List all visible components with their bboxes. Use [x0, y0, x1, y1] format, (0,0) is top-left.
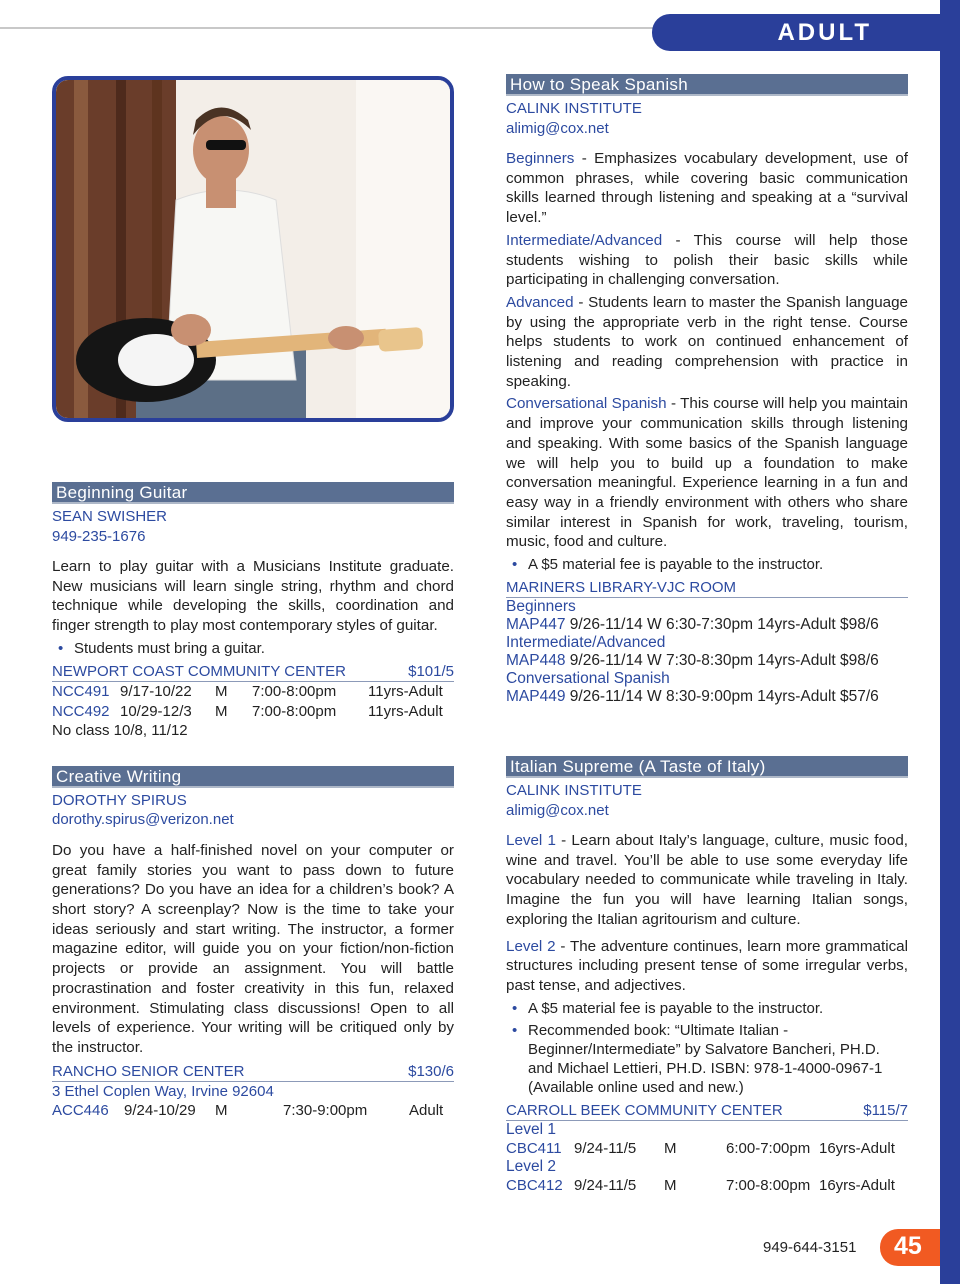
guitar-location: NEWPORT COAST COMMUNITY CENTER [52, 662, 346, 680]
session-code: MAP448 [506, 652, 566, 670]
italian-session-row [506, 1139, 908, 1159]
italian-section [506, 756, 908, 1196]
spanish-location: MARINERS LIBRARY-VJC ROOM [506, 579, 737, 597]
level-name: Conversational Spanish [506, 395, 667, 413]
spanish-section [506, 74, 908, 706]
session-ages: Adult [409, 1102, 444, 1120]
spanish-level-advanced [506, 293, 908, 392]
session-day: M [215, 702, 228, 720]
writing-session-row [52, 1101, 454, 1121]
session-detail: 9/26-11/14 W 6:30-7:30pm 14yrs-Adult $98/6 [569, 616, 879, 634]
page-number-badge [880, 1229, 940, 1266]
guitar-photo [52, 76, 454, 422]
session-time: 7:00-8:00pm [252, 682, 337, 700]
session-dates: 9/24-11/5 [574, 1177, 637, 1195]
level-name: Advanced [506, 293, 574, 311]
spanish-session-level: Beginners [506, 598, 576, 616]
guitar-bullet: • Students must bring a guitar. [52, 639, 454, 658]
session-ages: 16yrs-Adult [819, 1177, 895, 1195]
spanish-session-row [506, 616, 908, 634]
guitar-session-row [52, 702, 454, 722]
spanish-level-conversational [506, 394, 908, 552]
italian-email[interactable]: alimig@cox.net [506, 801, 609, 819]
level-name: Intermediate/Advanced [506, 231, 663, 249]
level-text: - Emphasizes vocabulary development, use of common phrases, while covering basic communication skills learned through listening and speaking at a “survival level.” [506, 150, 908, 227]
session-time: 6:00-7:00pm [726, 1139, 811, 1157]
session-day: M [215, 1102, 228, 1120]
spanish-location-line [506, 578, 908, 598]
italian-session-level: Level 1 [506, 1120, 556, 1138]
session-code: NCC491 [52, 682, 110, 700]
section-banner [652, 14, 952, 51]
spanish-bullet: • A $5 material fee is payable to the instructor. [506, 555, 908, 574]
level-text: - Learn about Italy’s language, culture, music food, wine and travel. You’ll be able to use some everyday life vocabulary needed to communicate while traveling in Italy. Imagine the fun you will have learning Italian songs, exploring the Italian agritourism and culture. [506, 832, 908, 928]
italian-session-level: Level 2 [506, 1158, 556, 1176]
session-code: MAP449 [506, 688, 566, 706]
session-time: 7:00-8:00pm [726, 1177, 811, 1195]
spanish-instructor: CALINK INSTITUTE [506, 100, 642, 117]
top-rule [0, 27, 680, 29]
guitar-price: $101/5 [408, 662, 454, 680]
writing-description: Do you have a half-finished novel on your computer or great family stories you want to pass down to future generations? Do you have an idea for a children’s book? A short story? A screenplay? Now is the time to take your ideas seriously and start writing. The instructor, a former magazine editor, will guide you on your fiction/non-fiction projects or provide an assignment. You will battle procrastination and foster creativity in this fun, relaxed environment. Stimulating class discussions! Open to all levels of experience. Your writing will be critiqued only by the instructor. [52, 841, 454, 1056]
session-code: MAP447 [506, 616, 566, 634]
guitar-location-line [52, 662, 454, 682]
session-dates: 9/24-11/5 [574, 1139, 637, 1157]
spanish-session-row [506, 652, 908, 670]
italian-price: $115/7 [863, 1101, 908, 1119]
session-code: CBC411 [506, 1139, 562, 1157]
spanish-level-intermediate [506, 231, 908, 290]
level-name: Beginners [506, 150, 575, 167]
writing-price: $130/6 [408, 1062, 454, 1080]
spanish-email[interactable]: alimig@cox.net [506, 119, 609, 137]
level-text: - The adventure continues, learn more grammatical structures including present tense of some irregular verbs, past tense, and adjectives. [506, 937, 908, 994]
guitarist-image [56, 80, 450, 418]
session-ages: 11yrs-Adult [368, 702, 443, 720]
writing-instructor: DOROTHY SPIRUS [52, 791, 187, 809]
italian-location: CARROLL BEEK COMMUNITY CENTER [506, 1101, 783, 1119]
session-ages: 16yrs-Adult [819, 1139, 895, 1157]
italian-session-row [506, 1176, 908, 1196]
level-name: Level 1 [506, 832, 556, 849]
italian-instructor: CALINK INSTITUTE [506, 782, 642, 799]
italian-bullet: • A $5 material fee is payable to the instructor. [506, 999, 908, 1018]
session-dates: 9/17-10/22 [120, 682, 192, 700]
session-time: 7:00-8:00pm [252, 702, 337, 720]
footer-phone: 949-644-3151 [763, 1239, 857, 1256]
level-text: - This course will help you maintain and improve your communication skills through listening and speaking. With some basics of the Spanish language we will help you to build up a foundation to make conversation meaningful. Experience learning in a fun and easy way in a friendly environment with others who share similar interest in Spanish for work, traveling, tourism, music, food and culture. [506, 395, 908, 551]
guitar-instructor: SEAN SWISHER [52, 508, 168, 525]
writing-email[interactable]: dorothy.spirus@verizon.net [52, 811, 234, 829]
session-detail: 9/26-11/14 W 7:30-8:30pm 14yrs-Adult $98/6 [569, 652, 879, 670]
session-dates: 9/24-10/29 [124, 1102, 196, 1120]
page-number: 45 [894, 1232, 922, 1260]
spanish-session-row [506, 688, 908, 706]
session-code: ACC446 [52, 1102, 109, 1120]
spanish-title: How to Speak Spanish [506, 74, 908, 96]
italian-bullet: • Recommended book: “Ultimate Italian - Beginner/Intermediate” by Salvatore Bancheri, PH.D. and Michael Lettieri, PH.D. ISBN: 978-1-4000-0967-1 (Available online used and new.) [506, 1021, 908, 1097]
italian-level-1 [506, 831, 908, 930]
italian-location-line [506, 1101, 908, 1121]
spanish-session-level: Intermediate/Advanced [506, 634, 666, 652]
writing-location-line [52, 1062, 454, 1082]
session-dates: 10/29-12/3 [120, 702, 192, 720]
session-day: M [664, 1177, 677, 1195]
writing-title: Creative Writing [52, 766, 454, 788]
session-ages: 11yrs-Adult [368, 682, 443, 700]
session-time: 7:30-9:00pm [283, 1102, 368, 1120]
session-detail: 9/26-11/14 W 8:30-9:00pm 14yrs-Adult $57/6 [569, 688, 879, 706]
section-banner-label: ADULT [777, 19, 872, 46]
level-text: - Students learn to master the Spanish language by using the appropriate verb in the right tense. Course helps students to work on continued enhancement of listening and reading comprehension with practice in speaking. [506, 293, 908, 390]
guitar-session-row [52, 682, 454, 702]
writing-location: RANCHO SENIOR CENTER [52, 1062, 245, 1080]
writing-address: 3 Ethel Coplen Way, Irvine 92604 [52, 1082, 274, 1100]
session-day: M [664, 1139, 677, 1157]
guitar-phone: 949-235-1676 [52, 527, 146, 545]
guitar-note: No class 10/8, 11/12 [52, 722, 188, 740]
italian-title: Italian Supreme (A Taste of Italy) [506, 756, 908, 778]
left-column [52, 482, 454, 1121]
level-text: - This course will help those students wishing to polish their basic skills while participating in challenging conversation. [506, 231, 908, 289]
session-code: CBC412 [506, 1177, 563, 1195]
session-code: NCC492 [52, 702, 110, 720]
session-day: M [215, 682, 228, 700]
spanish-level-beginners [506, 149, 908, 228]
spanish-session-level: Conversational Spanish [506, 670, 670, 688]
level-name: Level 2 [506, 937, 556, 955]
right-edge-stripe [940, 0, 960, 1284]
guitar-title: Beginning Guitar [52, 482, 454, 504]
guitar-description: Learn to play guitar with a Musicians Institute graduate. New musicians will learn single string, rhythm and chord technique while developing the skills, coordination and finger strength to play most contemporary styles of guitar. [52, 558, 454, 635]
italian-level-2 [506, 937, 908, 996]
